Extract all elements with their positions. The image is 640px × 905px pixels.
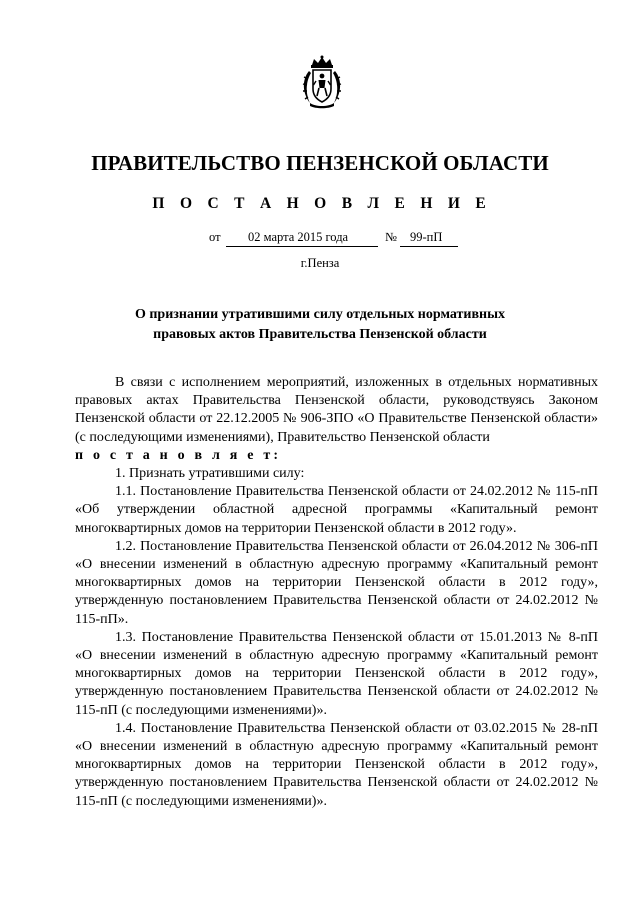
- date-underline: [226, 246, 378, 247]
- date-number-line: [0, 230, 640, 250]
- resolves-word: п о с т а н о в л я е т:: [75, 447, 282, 463]
- date-value: 02 марта 2015 года: [248, 230, 349, 244]
- number-value: 99-пП: [410, 230, 443, 244]
- coat-of-arms-icon: [300, 55, 344, 109]
- subject-line-1: О признании утратившими силу отдельных нормативных: [134, 307, 506, 322]
- number-underline: [400, 246, 458, 247]
- subject-line-2: правовых актов Правительства Пензенской области: [153, 327, 487, 342]
- item-1: 1. Признать утратившими силу:: [115, 466, 305, 482]
- government-name: ПРАВИТЕЛЬСТВО ПЕНЗЕНСКОЙ ОБЛАСТИ: [91, 151, 549, 175]
- resolves-paragraph: [75, 447, 598, 465]
- date-prefix: от: [209, 230, 221, 244]
- document-subject: [100, 305, 540, 345]
- document-body: [75, 374, 598, 811]
- city: г.Пенза: [300, 256, 340, 270]
- preamble-paragraph: В связи с исполнением мероприятий, изложенных в отдельных нормативных правовых актах Правительства Пензенской области, руководствуясь Законом Пензенской области от 22.12.2005 № 906-ЗПО «О Правительстве Пензенской области» (с последующими изменениями), Правительство Пензенской области: [75, 375, 598, 445]
- item-1-1: 1.1. Постановление Правительства Пензенской области от 24.02.2012 № 115-пП «Об утверждении областной адресной программы «Капитальный ремонт многоквартирных домов на территории Пензенской области в 2012 году».: [75, 484, 598, 536]
- item-1-4: 1.4. Постановление Правительства Пензенской области от 03.02.2015 № 28-пП «О внесении изменений в областную адресную программу «Капитальный ремонт многоквартирных домов на территории Пензенской области в 2012 году», утвержденную постановлением Правительства Пензенской области от 24.02.2012 № 115-пП (с последующими изменениями)».: [75, 720, 598, 809]
- item-1-3: 1.3. Постановление Правительства Пензенской области от 15.01.2013 № 8-пП «О внесении изменений в областную адресную программу «Капитальный ремонт многоквартирных домов на территории Пензенской области в 2012 году», утвержденную постановлением Правительства Пензенской области от 24.02.2012 № 115-пП (с последующими изменениями)».: [75, 629, 598, 718]
- item-1-2: 1.2. Постановление Правительства Пензенской области от 26.04.2012 № 306-пП «О внесении изменений в областную адресную программу «Капитальный ремонт многоквартирных домов на территории Пензенской области в 2012 году», утвержденную постановлением Правительства Пензенской области от 24.02.2012 № 115-пП».: [75, 538, 598, 627]
- number-sign: №: [385, 230, 397, 244]
- document-type-heading: П О С Т А Н О В Л Е Н И Е: [152, 195, 492, 212]
